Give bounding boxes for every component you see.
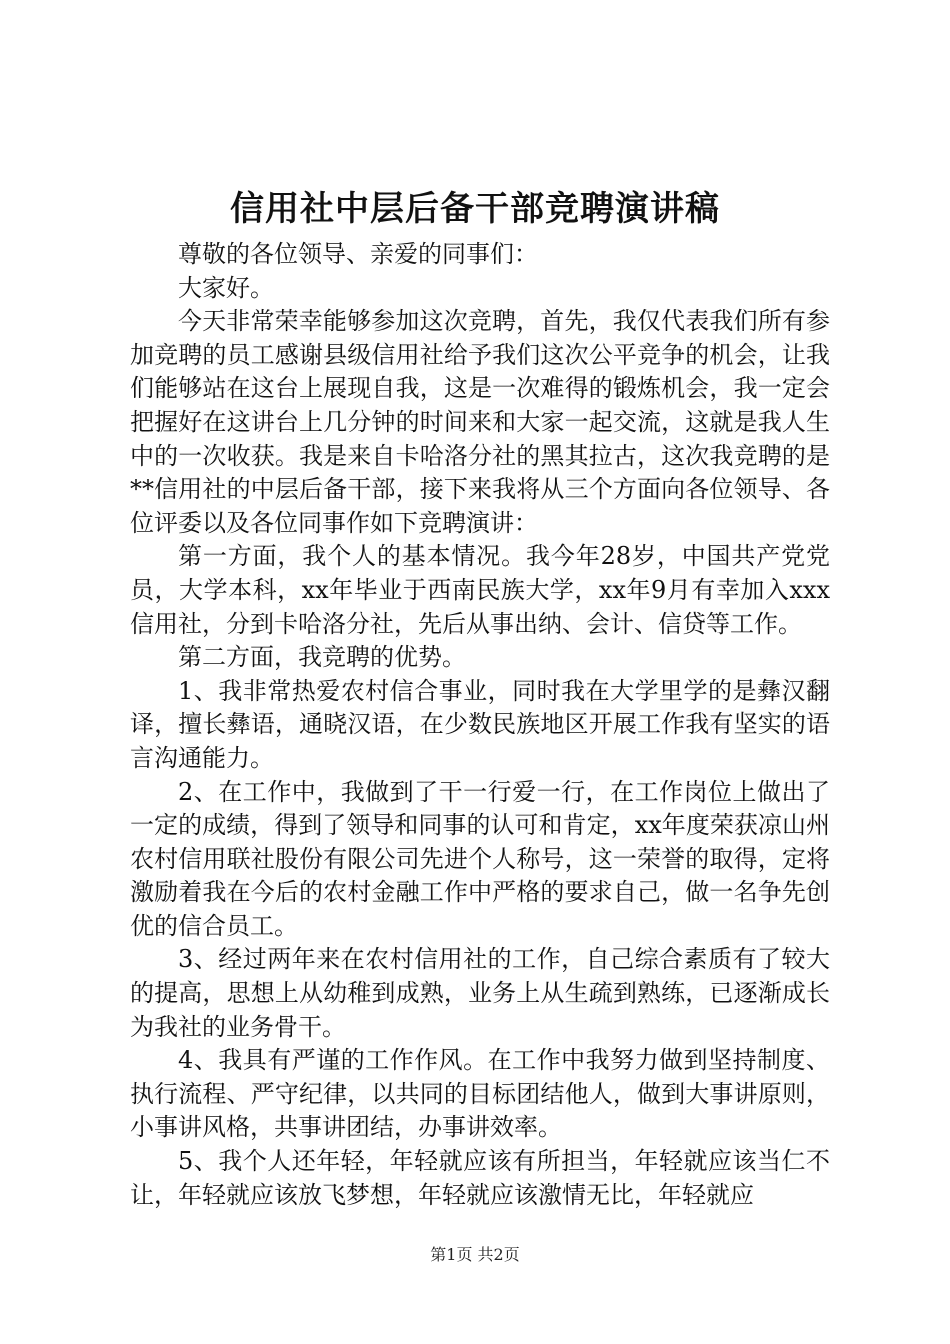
advantage-item-4: 4、我具有严谨的工作作风。在工作中我努力做到坚持制度、执行流程、严守纪律，以共同的目标团结他人，做到大事讲原则，小事讲风格，共事讲团结，办事讲效率。 bbox=[130, 1046, 830, 1142]
advantage-item-1: 1、我非常热爱农村信合事业，同时我在大学里学的是彝汉翻译，擅长彝语，通晓汉语，在少数民族地区开展工作我有坚实的语言沟通能力。 bbox=[130, 676, 830, 772]
advantage-item-2: 2、在工作中，我做到了干一行爱一行，在工作岗位上做出了一定的成绩，得到了领导和同事的认可和肯定，xx年度荣获凉山州农村信用联社股份有限公司先进个人称号，这一荣誉的取得，定将激励着我在今后的农村金融工作中严格的要求自己，做一名争先创优的信合员工。 bbox=[130, 777, 830, 940]
document-title: 信用社中层后备干部竞聘演讲稿 bbox=[230, 189, 720, 229]
section-two-heading: 第二方面，我竞聘的优势。 bbox=[178, 643, 466, 672]
greeting-paragraph: 尊敬的各位领导、亲爱的同事们： bbox=[178, 240, 538, 268]
intro-paragraph: 今天非常荣幸能够参加这次竞聘，首先，我仅代表我们所有参加竞聘的员工感谢县级信用社给予我们这次公平竞争的机会，让我们能够站在这台上展现自我，这是一次难得的锻炼机会，我一定会把握好在这讲台上几分钟的时间来和大家一起交流，这就是我人生中的一次收获。我是来自卡哈洛分社的黑其拉古，这次我竞聘的是**信用社的中层后备干部，接下来我将从三个方面向各位领导、各位评委以及各位同事作如下竞聘演讲： bbox=[130, 307, 830, 537]
hello-paragraph: 大家好。 bbox=[178, 273, 274, 302]
advantage-item-3: 3、经过两年来在农村信用社的工作，自己综合素质有了较大的提高，思想上从幼稚到成熟，业务上从生疏到熟练，已逐渐成长为我社的业务骨干。 bbox=[130, 945, 830, 1041]
section-one-paragraph: 第一方面，我个人的基本情况。我今年28岁，中国共产党党员，大学本科，xx年毕业于西南民族大学，xx年9月有幸加入xxx信用社，分到卡哈洛分社，先后从事出纳、会计、信贷等工作。 bbox=[130, 542, 830, 638]
page-footer: 第1页 共2页 bbox=[430, 1245, 520, 1264]
document-body bbox=[130, 238, 830, 1212]
advantage-item-5: 5、我个人还年轻，年轻就应该有所担当，年轻就应该当仁不让，年轻就应该放飞梦想，年轻就应该激情无比，年轻就应 bbox=[130, 1147, 830, 1209]
